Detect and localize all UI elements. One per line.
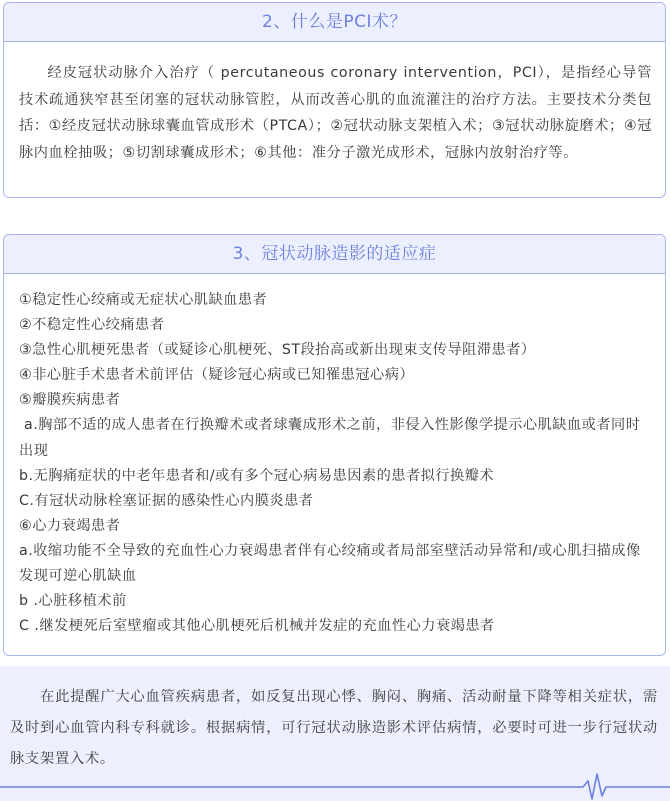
pci-section-card [3,2,666,198]
reminder-paragraph [0,666,670,775]
list-item: C .继发梗死后室壁瘤或其他心肌梗死后机械并发症的充血性心力衰竭患者 [19,618,495,635]
list-item: a.收缩功能不全导致的充血性心力衰竭患者伴有心绞痛或者局部室壁活动异常和/或心肌扫描成像发现可逆心肌缺血 [19,542,641,585]
list-item: a.胸部不适的成人患者在行换瓣术或者球囊成形术之前，非侵入性影像学提示心肌缺血或者同时出现 [19,417,641,459]
indications-section-card [3,234,666,656]
pci-description-text: 经皮冠状动脉介入治疗（ percutaneous coronary intervention，PCI），是指经心导管技术疏通狭窄甚至闭塞的冠状动脉管腔，从而改善心肌的血流灌注的治疗方法。主要技术分类包括：①经皮冠状动脉球囊血管成形术（PTCA）；②冠状动脉支架植入术；③冠状动脉旋磨术；④冠脉内血栓抽吸；⑤切割球囊成形术；⑥其他：准分子激光成形术，冠脉内放射治疗等。 [19,65,652,161]
reminder-text: 在此提醒广大心血管疾病患者，如反复出现心悸、胸闷、胸痛、活动耐量下降等相关症状，需及时到心血管内科专科就诊。根据病情，可行冠状动脉造影术评估病情，必要时可进一步行冠状动脉支架置入术。 [10,689,658,767]
list-item: ②不稳定性心绞痛患者 [19,317,165,334]
pci-section-title: 2、什么是PCI术？ [4,3,665,42]
indications-list [4,274,665,639]
list-item: b.无胸痛症状的中老年患者和/或有多个冠心病易患因素的患者拟行换瓣术 [19,467,495,484]
pci-description-paragraph [4,42,665,166]
list-item: C.有冠状动脉栓塞证据的感染性心内膜炎患者 [19,492,314,509]
heartbeat-pulse-line-icon [0,772,670,801]
list-item: ⑥心力衰竭患者 [19,517,121,534]
list-item: ③急性心肌梗死患者（或疑诊心肌梗死、ST段抬高或新出现束支传导阻滞患者） [19,342,536,359]
list-item: ①稳定性心绞痛或无症状心肌缺血患者 [19,292,268,308]
indications-section-title: 3、冠状动脉造影的适应症 [4,235,665,274]
list-item: ⑤瓣膜疾病患者 [19,392,121,409]
list-item: ④非心脏手术患者术前评估（疑诊冠心病或已知罹患冠心病） [19,367,415,384]
list-item: b .心脏移植术前 [19,593,127,610]
